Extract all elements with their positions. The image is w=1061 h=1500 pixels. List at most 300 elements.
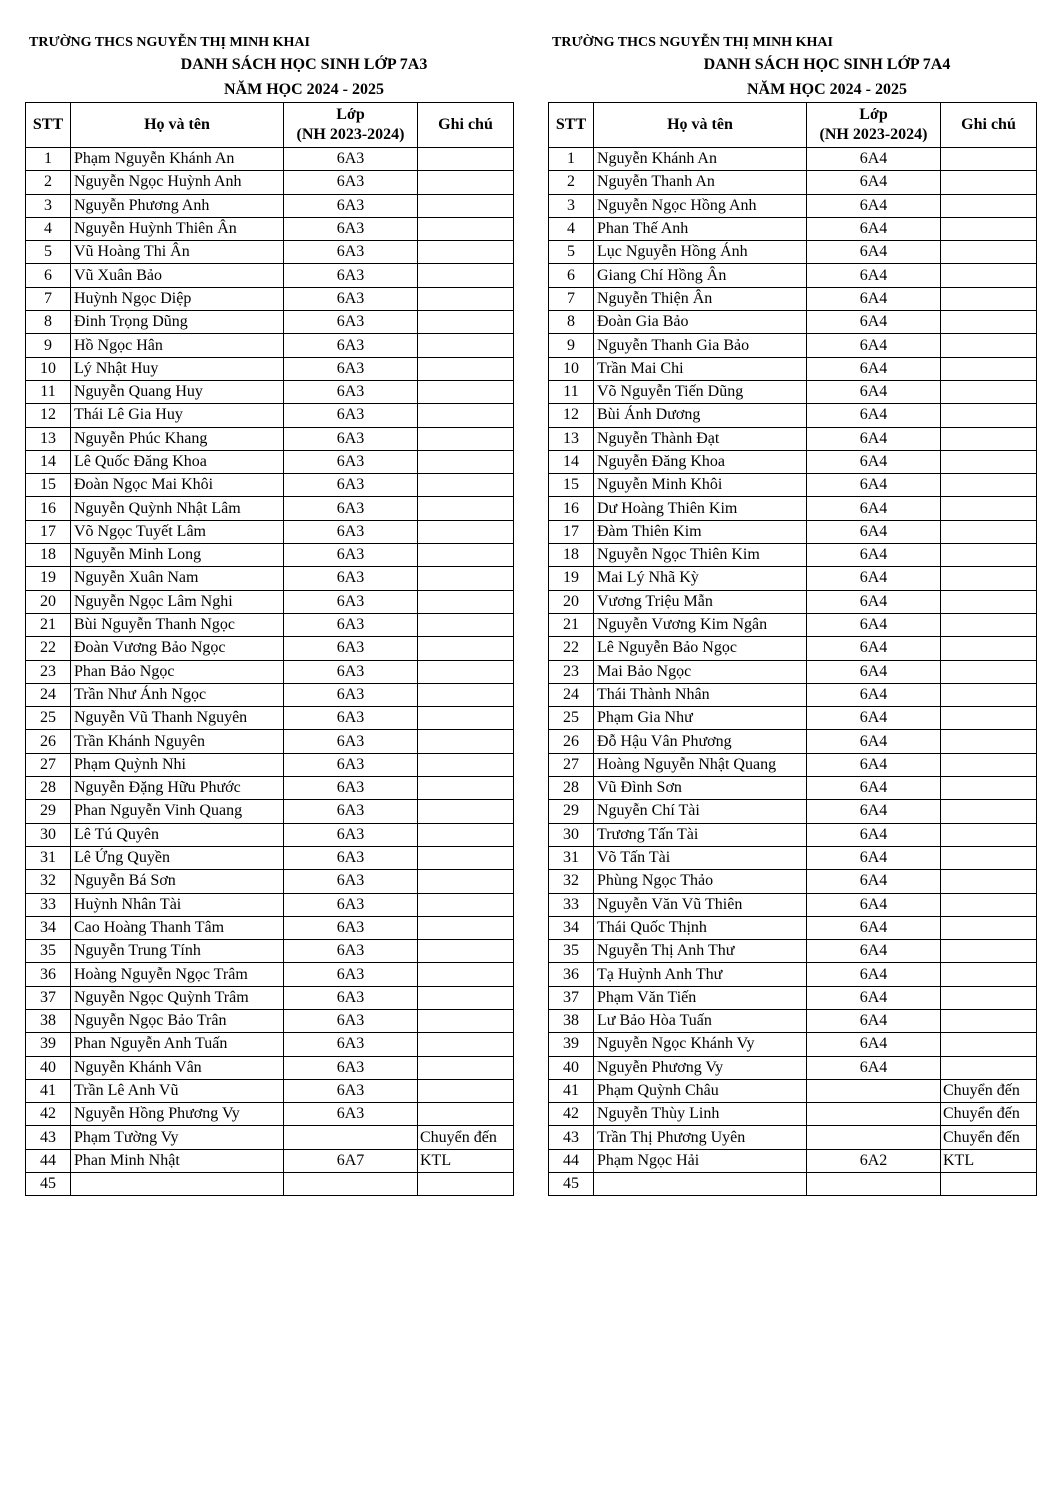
table-row [549, 800, 1037, 823]
cell-student-name: Nguyễn Ngọc Lâm Nghi [71, 590, 284, 613]
cell-student-name: Phan Minh Nhật [71, 1149, 284, 1172]
cell-stt: 24 [549, 683, 594, 706]
cell-student-name: Hoàng Nguyễn Nhật Quang [594, 753, 807, 776]
cell-note [418, 660, 514, 683]
cell-previous-class: 6A4 [807, 963, 941, 986]
cell-note [418, 823, 514, 846]
cell-note [418, 520, 514, 543]
cell-previous-class: 6A4 [807, 1009, 941, 1032]
table-row [26, 287, 514, 310]
cell-stt: 26 [26, 730, 71, 753]
cell-student-name: Nguyễn Đặng Hữu Phước [71, 777, 284, 800]
cell-student-name: Võ Ngọc Tuyết Lâm [71, 520, 284, 543]
cell-student-name: Giang Chí Hồng Ân [594, 264, 807, 287]
class-list-7a4 [548, 34, 1036, 1196]
cell-previous-class: 6A3 [284, 217, 418, 240]
cell-note [941, 870, 1037, 893]
cell-stt: 10 [26, 357, 71, 380]
school-name: TRƯỜNG THCS NGUYỄN THỊ MINH KHAI [552, 35, 833, 50]
cell-previous-class: 6A3 [284, 567, 418, 590]
cell-stt: 14 [26, 450, 71, 473]
cell-note [418, 893, 514, 916]
cell-note [941, 1033, 1037, 1056]
cell-student-name: Lý Nhật Huy [71, 357, 284, 380]
cell-note [941, 427, 1037, 450]
cell-stt: 10 [549, 357, 594, 380]
cell-previous-class: 6A4 [807, 1056, 941, 1079]
cell-student-name: Nguyễn Ngọc Huỳnh Anh [71, 171, 284, 194]
table-row [26, 1056, 514, 1079]
table-row [549, 986, 1037, 1009]
cell-stt: 37 [549, 986, 594, 1009]
cell-stt: 4 [549, 217, 594, 240]
cell-stt: 45 [549, 1173, 594, 1196]
cell-previous-class: 6A4 [807, 707, 941, 730]
cell-note [941, 544, 1037, 567]
cell-student-name: Nguyễn Ngọc Khánh Vy [594, 1033, 807, 1056]
cell-student-name: Nguyễn Minh Long [71, 544, 284, 567]
table-row [549, 753, 1037, 776]
cell-note [941, 590, 1037, 613]
header-class-line1: Lớp [859, 106, 888, 123]
cell-previous-class: 6A4 [807, 474, 941, 497]
cell-student-name: Nguyễn Phúc Khang [71, 427, 284, 450]
table-row [26, 264, 514, 287]
cell-note [418, 1173, 514, 1196]
cell-stt: 13 [26, 427, 71, 450]
table-row [26, 707, 514, 730]
table-row [549, 963, 1037, 986]
table-row [26, 870, 514, 893]
cell-previous-class: 6A3 [284, 1009, 418, 1032]
cell-note [418, 380, 514, 403]
cell-stt: 17 [549, 520, 594, 543]
cell-stt: 40 [26, 1056, 71, 1079]
cell-stt: 32 [26, 870, 71, 893]
cell-note [941, 777, 1037, 800]
cell-previous-class: 6A3 [284, 707, 418, 730]
cell-previous-class: 6A3 [284, 287, 418, 310]
cell-student-name: Nguyễn Thanh Gia Bảo [594, 334, 807, 357]
cell-previous-class: 6A3 [284, 1103, 418, 1126]
cell-student-name: Lư Bảo Hòa Tuấn [594, 1009, 807, 1032]
cell-student-name: Thái Quốc Thịnh [594, 916, 807, 939]
table-row [549, 823, 1037, 846]
cell-previous-class: 6A4 [807, 241, 941, 264]
cell-previous-class: 6A3 [284, 870, 418, 893]
cell-stt: 45 [26, 1173, 71, 1196]
table-row [26, 637, 514, 660]
cell-stt: 16 [549, 497, 594, 520]
cell-note [941, 893, 1037, 916]
cell-student-name: Nguyễn Quỳnh Nhật Lâm [71, 497, 284, 520]
table-row [549, 520, 1037, 543]
cell-previous-class: 6A4 [807, 613, 941, 636]
cell-student-name: Nguyễn Văn Vũ Thiên [594, 893, 807, 916]
cell-note [941, 148, 1037, 171]
cell-stt: 20 [549, 590, 594, 613]
cell-previous-class: 6A3 [284, 450, 418, 473]
table-row [549, 1033, 1037, 1056]
cell-student-name: Hồ Ngọc Hân [71, 334, 284, 357]
cell-stt: 18 [26, 544, 71, 567]
cell-student-name: Nguyễn Thị Anh Thư [594, 940, 807, 963]
cell-stt: 35 [549, 940, 594, 963]
cell-note [941, 707, 1037, 730]
cell-student-name: Nguyễn Thành Đạt [594, 427, 807, 450]
cell-previous-class: 6A4 [807, 986, 941, 1009]
cell-note [418, 194, 514, 217]
cell-stt: 8 [26, 311, 71, 334]
cell-previous-class: 6A3 [284, 590, 418, 613]
cell-note [941, 404, 1037, 427]
cell-stt: 39 [549, 1033, 594, 1056]
cell-previous-class: 6A4 [807, 380, 941, 403]
cell-previous-class: 6A4 [807, 148, 941, 171]
cell-student-name: Đoàn Vương Bảo Ngọc [71, 637, 284, 660]
table-row [26, 171, 514, 194]
cell-note [941, 520, 1037, 543]
list-title: DANH SÁCH HỌC SINH LỚP 7A3 [180, 56, 428, 73]
cell-stt: 5 [549, 241, 594, 264]
cell-stt: 44 [26, 1149, 71, 1172]
table-row [549, 194, 1037, 217]
cell-stt: 3 [26, 194, 71, 217]
cell-stt: 3 [549, 194, 594, 217]
cell-student-name: Lê Quốc Đăng Khoa [71, 450, 284, 473]
cell-previous-class: 6A3 [284, 823, 418, 846]
cell-student-name: Nguyễn Thanh An [594, 171, 807, 194]
table-row [549, 916, 1037, 939]
cell-note [941, 1056, 1037, 1079]
cell-stt: 4 [26, 217, 71, 240]
table-row [549, 707, 1037, 730]
cell-stt: 6 [549, 264, 594, 287]
cell-student-name: Trần Mai Chi [594, 357, 807, 380]
cell-student-name: Trần Như Ánh Ngọc [71, 683, 284, 706]
cell-student-name: Nguyễn Thiện Ân [594, 287, 807, 310]
cell-previous-class: 6A3 [284, 846, 418, 869]
table-row [26, 427, 514, 450]
header-stt: STT [26, 103, 71, 148]
cell-student-name: Nguyễn Hồng Phương Vy [71, 1103, 284, 1126]
student-table [548, 102, 1037, 1196]
table-row [26, 777, 514, 800]
cell-stt: 22 [549, 637, 594, 660]
cell-stt: 11 [26, 380, 71, 403]
cell-student-name: Lục Nguyễn Hồng Ánh [594, 241, 807, 264]
cell-student-name: Phạm Quỳnh Châu [594, 1079, 807, 1102]
cell-student-name: Bùi Ánh Dương [594, 404, 807, 427]
cell-student-name: Mai Lý Nhã Kỳ [594, 567, 807, 590]
cell-student-name: Nguyễn Khánh An [594, 148, 807, 171]
table-row [549, 311, 1037, 334]
cell-note [418, 940, 514, 963]
table-row [26, 148, 514, 171]
cell-previous-class: 6A4 [807, 427, 941, 450]
cell-note [941, 823, 1037, 846]
cell-note: Chuyển đến [941, 1079, 1037, 1102]
cell-note [941, 357, 1037, 380]
cell-student-name: Đỗ Hậu Vân Phương [594, 730, 807, 753]
cell-note [941, 334, 1037, 357]
table-row [26, 893, 514, 916]
cell-note [941, 311, 1037, 334]
cell-previous-class: 6A2 [807, 1149, 941, 1172]
table-row [26, 544, 514, 567]
cell-previous-class: 6A7 [284, 1149, 418, 1172]
cell-note [941, 497, 1037, 520]
table-row [549, 683, 1037, 706]
cell-stt: 22 [26, 637, 71, 660]
cell-note [941, 940, 1037, 963]
cell-previous-class: 6A4 [807, 940, 941, 963]
cell-student-name: Nguyễn Quang Huy [71, 380, 284, 403]
cell-note [941, 613, 1037, 636]
cell-note [418, 916, 514, 939]
table-row [549, 1079, 1037, 1102]
table-row [549, 148, 1037, 171]
cell-note [941, 171, 1037, 194]
cell-stt: 30 [549, 823, 594, 846]
cell-note [418, 311, 514, 334]
cell-stt: 42 [549, 1103, 594, 1126]
cell-note [941, 963, 1037, 986]
cell-stt: 14 [549, 450, 594, 473]
student-table [25, 102, 514, 1196]
cell-student-name: Nguyễn Vũ Thanh Nguyên [71, 707, 284, 730]
table-row [26, 474, 514, 497]
table-row [26, 916, 514, 939]
table-row [26, 217, 514, 240]
table-header-row [549, 103, 1037, 148]
table-row [549, 1173, 1037, 1196]
table-row [549, 893, 1037, 916]
cell-student-name: Vũ Đình Sơn [594, 777, 807, 800]
cell-previous-class: 6A3 [284, 963, 418, 986]
header-class-line2: (NH 2023-2024) [819, 126, 928, 143]
cell-student-name: Nguyễn Xuân Nam [71, 567, 284, 590]
table-row [549, 544, 1037, 567]
cell-student-name: Nguyễn Phương Vy [594, 1056, 807, 1079]
cell-stt: 41 [549, 1079, 594, 1102]
cell-previous-class: 6A4 [807, 777, 941, 800]
cell-previous-class: 6A3 [284, 777, 418, 800]
header-note: Ghi chú [418, 103, 514, 148]
cell-note [418, 1056, 514, 1079]
cell-student-name: Vương Triệu Mẫn [594, 590, 807, 613]
cell-previous-class: 6A4 [807, 450, 941, 473]
table-row [549, 870, 1037, 893]
cell-note [418, 497, 514, 520]
cell-note [418, 450, 514, 473]
cell-stt: 27 [549, 753, 594, 776]
table-row [26, 683, 514, 706]
cell-stt: 12 [26, 404, 71, 427]
cell-note [418, 707, 514, 730]
table-row [26, 963, 514, 986]
table-row [26, 404, 514, 427]
table-row [549, 264, 1037, 287]
cell-stt: 32 [549, 870, 594, 893]
cell-previous-class: 6A3 [284, 730, 418, 753]
cell-student-name: Nguyễn Ngọc Thiên Kim [594, 544, 807, 567]
cell-previous-class: 6A3 [284, 1056, 418, 1079]
table-row [26, 357, 514, 380]
cell-student-name: Trương Tấn Tài [594, 823, 807, 846]
cell-previous-class: 6A3 [284, 497, 418, 520]
cell-note [418, 753, 514, 776]
table-row [26, 334, 514, 357]
cell-stt: 38 [549, 1009, 594, 1032]
cell-note [418, 637, 514, 660]
table-row [549, 404, 1037, 427]
cell-note: Chuyển đến [418, 1126, 514, 1149]
table-row [549, 171, 1037, 194]
cell-note [941, 660, 1037, 683]
cell-student-name [71, 1173, 284, 1196]
cell-note [418, 683, 514, 706]
table-row [549, 1009, 1037, 1032]
table-row [26, 940, 514, 963]
header-name: Họ và tên [594, 103, 807, 148]
school-name: TRƯỜNG THCS NGUYỄN THỊ MINH KHAI [29, 35, 310, 50]
table-row [26, 730, 514, 753]
cell-previous-class [807, 1173, 941, 1196]
cell-previous-class: 6A3 [284, 241, 418, 264]
cell-student-name: Dư Hoàng Thiên Kim [594, 497, 807, 520]
cell-note [418, 148, 514, 171]
cell-previous-class: 6A3 [284, 171, 418, 194]
table-row [549, 940, 1037, 963]
cell-previous-class [284, 1126, 418, 1149]
header-name: Họ và tên [71, 103, 284, 148]
cell-stt: 1 [26, 148, 71, 171]
table-row [26, 1173, 514, 1196]
cell-previous-class: 6A3 [284, 357, 418, 380]
cell-student-name: Phạm Văn Tiến [594, 986, 807, 1009]
cell-previous-class: 6A3 [284, 264, 418, 287]
cell-student-name: Lê Nguyễn Bảo Ngọc [594, 637, 807, 660]
cell-note [418, 544, 514, 567]
cell-stt: 34 [26, 916, 71, 939]
table-row [26, 613, 514, 636]
list-title: DANH SÁCH HỌC SINH LỚP 7A4 [703, 56, 951, 73]
table-row [549, 660, 1037, 683]
cell-stt: 12 [549, 404, 594, 427]
cell-stt: 11 [549, 380, 594, 403]
cell-previous-class: 6A3 [284, 334, 418, 357]
cell-note [941, 730, 1037, 753]
cell-student-name: Nguyễn Huỳnh Thiên Ân [71, 217, 284, 240]
table-row [549, 334, 1037, 357]
table-row [26, 1126, 514, 1149]
cell-previous-class: 6A3 [284, 940, 418, 963]
cell-previous-class: 6A4 [807, 217, 941, 240]
table-row [549, 427, 1037, 450]
cell-previous-class: 6A3 [284, 380, 418, 403]
cell-student-name: Phạm Quỳnh Nhi [71, 753, 284, 776]
cell-note [418, 241, 514, 264]
table-row [26, 497, 514, 520]
cell-student-name: Phan Bảo Ngọc [71, 660, 284, 683]
cell-student-name: Huỳnh Ngọc Diệp [71, 287, 284, 310]
cell-previous-class: 6A4 [807, 311, 941, 334]
cell-note [941, 217, 1037, 240]
cell-student-name: Nguyễn Minh Khôi [594, 474, 807, 497]
cell-note [418, 264, 514, 287]
cell-previous-class: 6A3 [284, 683, 418, 706]
cell-stt: 36 [549, 963, 594, 986]
cell-stt: 29 [26, 800, 71, 823]
cell-student-name: Cao Hoàng Thanh Tâm [71, 916, 284, 939]
cell-note [418, 567, 514, 590]
cell-previous-class: 6A4 [807, 846, 941, 869]
cell-note [418, 217, 514, 240]
table-row [549, 846, 1037, 869]
cell-previous-class: 6A3 [284, 1079, 418, 1102]
cell-student-name: Vũ Xuân Bảo [71, 264, 284, 287]
table-row [549, 613, 1037, 636]
cell-stt: 9 [549, 334, 594, 357]
cell-stt: 28 [549, 777, 594, 800]
cell-previous-class: 6A4 [807, 264, 941, 287]
cell-note [418, 613, 514, 636]
cell-note [418, 800, 514, 823]
cell-student-name: Nguyễn Ngọc Hồng Anh [594, 194, 807, 217]
table-row [549, 590, 1037, 613]
cell-stt: 38 [26, 1009, 71, 1032]
cell-note [941, 846, 1037, 869]
cell-stt: 28 [26, 777, 71, 800]
cell-student-name: Đoàn Ngọc Mai Khôi [71, 474, 284, 497]
cell-student-name: Phạm Nguyễn Khánh An [71, 148, 284, 171]
cell-previous-class: 6A3 [284, 194, 418, 217]
cell-note [418, 1079, 514, 1102]
cell-student-name: Nguyễn Đăng Khoa [594, 450, 807, 473]
table-row [549, 450, 1037, 473]
table-row [549, 567, 1037, 590]
cell-student-name: Lê Tú Quyên [71, 823, 284, 846]
header-class [284, 103, 418, 148]
table-row [26, 241, 514, 264]
cell-note: KTL [941, 1149, 1037, 1172]
cell-stt: 20 [26, 590, 71, 613]
cell-note: Chuyển đến [941, 1126, 1037, 1149]
cell-previous-class: 6A4 [807, 544, 941, 567]
cell-previous-class: 6A4 [807, 893, 941, 916]
cell-note [941, 474, 1037, 497]
cell-note [418, 427, 514, 450]
cell-previous-class: 6A3 [284, 311, 418, 334]
header-note: Ghi chú [941, 103, 1037, 148]
cell-student-name: Trần Thị Phương Uyên [594, 1126, 807, 1149]
cell-stt: 27 [26, 753, 71, 776]
cell-previous-class: 6A4 [807, 194, 941, 217]
table-row [549, 730, 1037, 753]
cell-stt: 36 [26, 963, 71, 986]
table-row [26, 1149, 514, 1172]
cell-note: KTL [418, 1149, 514, 1172]
header-class-line1: Lớp [336, 106, 365, 123]
cell-note [941, 264, 1037, 287]
cell-note [418, 1103, 514, 1126]
cell-student-name: Mai Bảo Ngọc [594, 660, 807, 683]
cell-stt: 23 [26, 660, 71, 683]
cell-note [418, 1009, 514, 1032]
cell-stt: 21 [549, 613, 594, 636]
table-row [549, 241, 1037, 264]
